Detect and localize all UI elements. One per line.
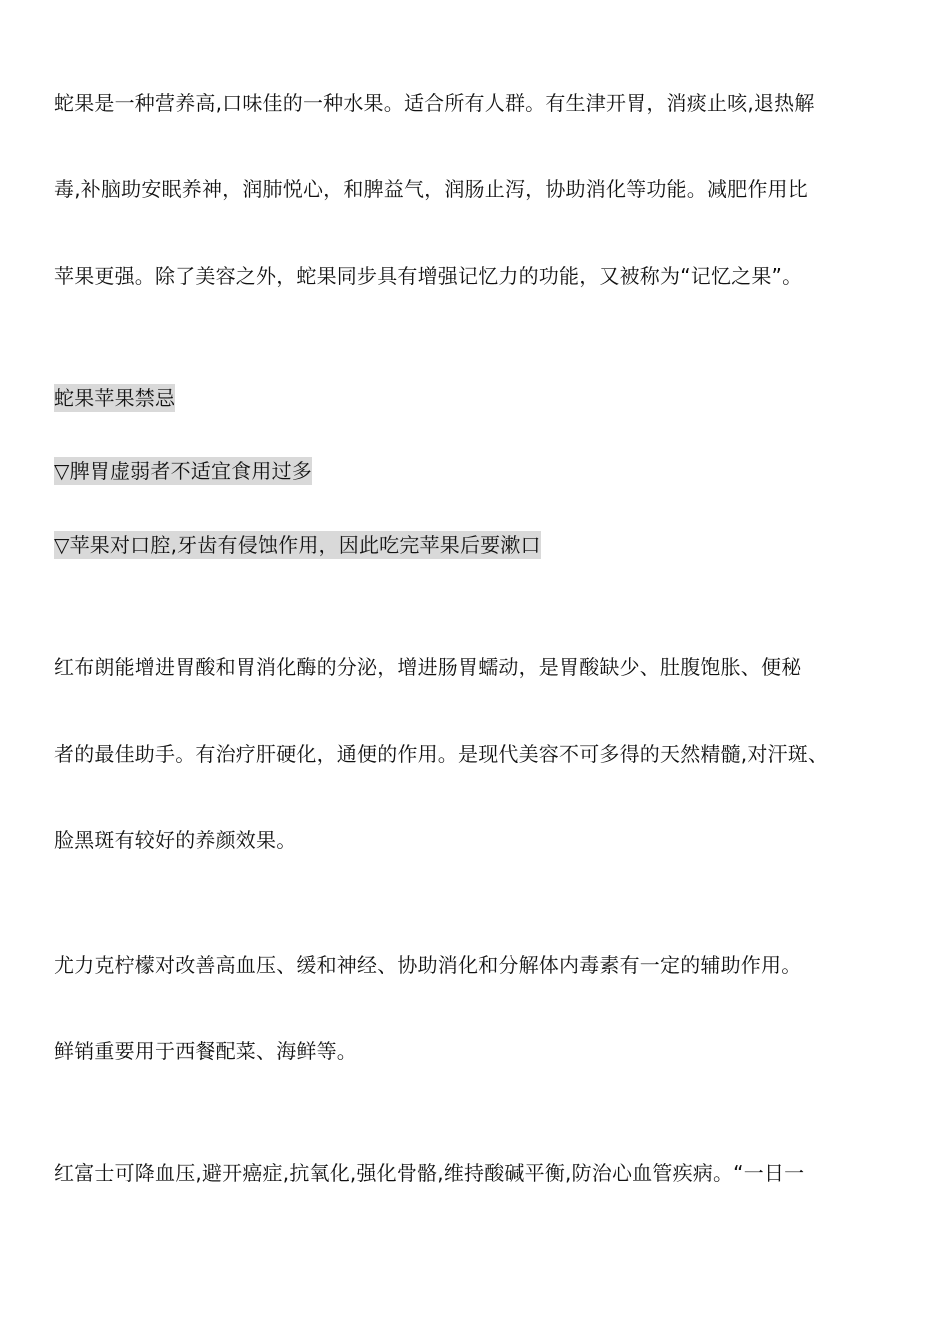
paragraph-3-line-3: 脸黑斑有较好的养颜效果。 [54,828,297,852]
caution-heading-text: 蛇果苹果禁忌 [54,386,176,410]
paragraph-1-line-3: 苹果更强。除了美容之外，蛇果同步具有增强记忆力的功能，又被称为“记忆之果”。 [54,264,803,288]
paragraph-4-line-2: 鲜销重要用于西餐配菜、海鲜等。 [54,1039,357,1063]
paragraph-5-line-1: 红富士可降血压,避开癌症,抗氧化,强化骨骼,维持酸碱平衡,防治心血管疾病。“一日一 [54,1161,805,1185]
caution-item-2-text: ▽苹果对口腔,牙齿有侵蚀作用，因此吃完苹果后要漱口 [54,533,541,557]
caution-item-2 [54,531,541,559]
paragraph-4-line-1: 尤力克柠檬对改善高血压、缓和神经、协助消化和分解体内毒素有一定的辅助作用。 [54,953,802,977]
paragraph-1-line-1: 蛇果是一种营养高,口味佳的一种水果。适合所有人群。有生津开胃，消痰止咳,退热解 [54,91,815,115]
caution-item-1 [54,457,312,485]
paragraph-1-line-2: 毒,补脑助安眠养神，润肺悦心，和脾益气，润肠止泻，协助消化等功能。减肥作用比 [54,177,808,201]
caution-item-1-text: ▽脾胃虚弱者不适宜食用过多 [54,459,312,483]
caution-heading [54,384,175,412]
paragraph-3-line-2: 者的最佳助手。有治疗肝硬化，通便的作用。是现代美容不可多得的天然精髓,对汗斑、 [54,742,829,766]
paragraph-3-line-1: 红布朗能增进胃酸和胃消化酶的分泌，增进肠胃蠕动，是胃酸缺少、肚腹饱胀、便秘 [54,655,802,679]
